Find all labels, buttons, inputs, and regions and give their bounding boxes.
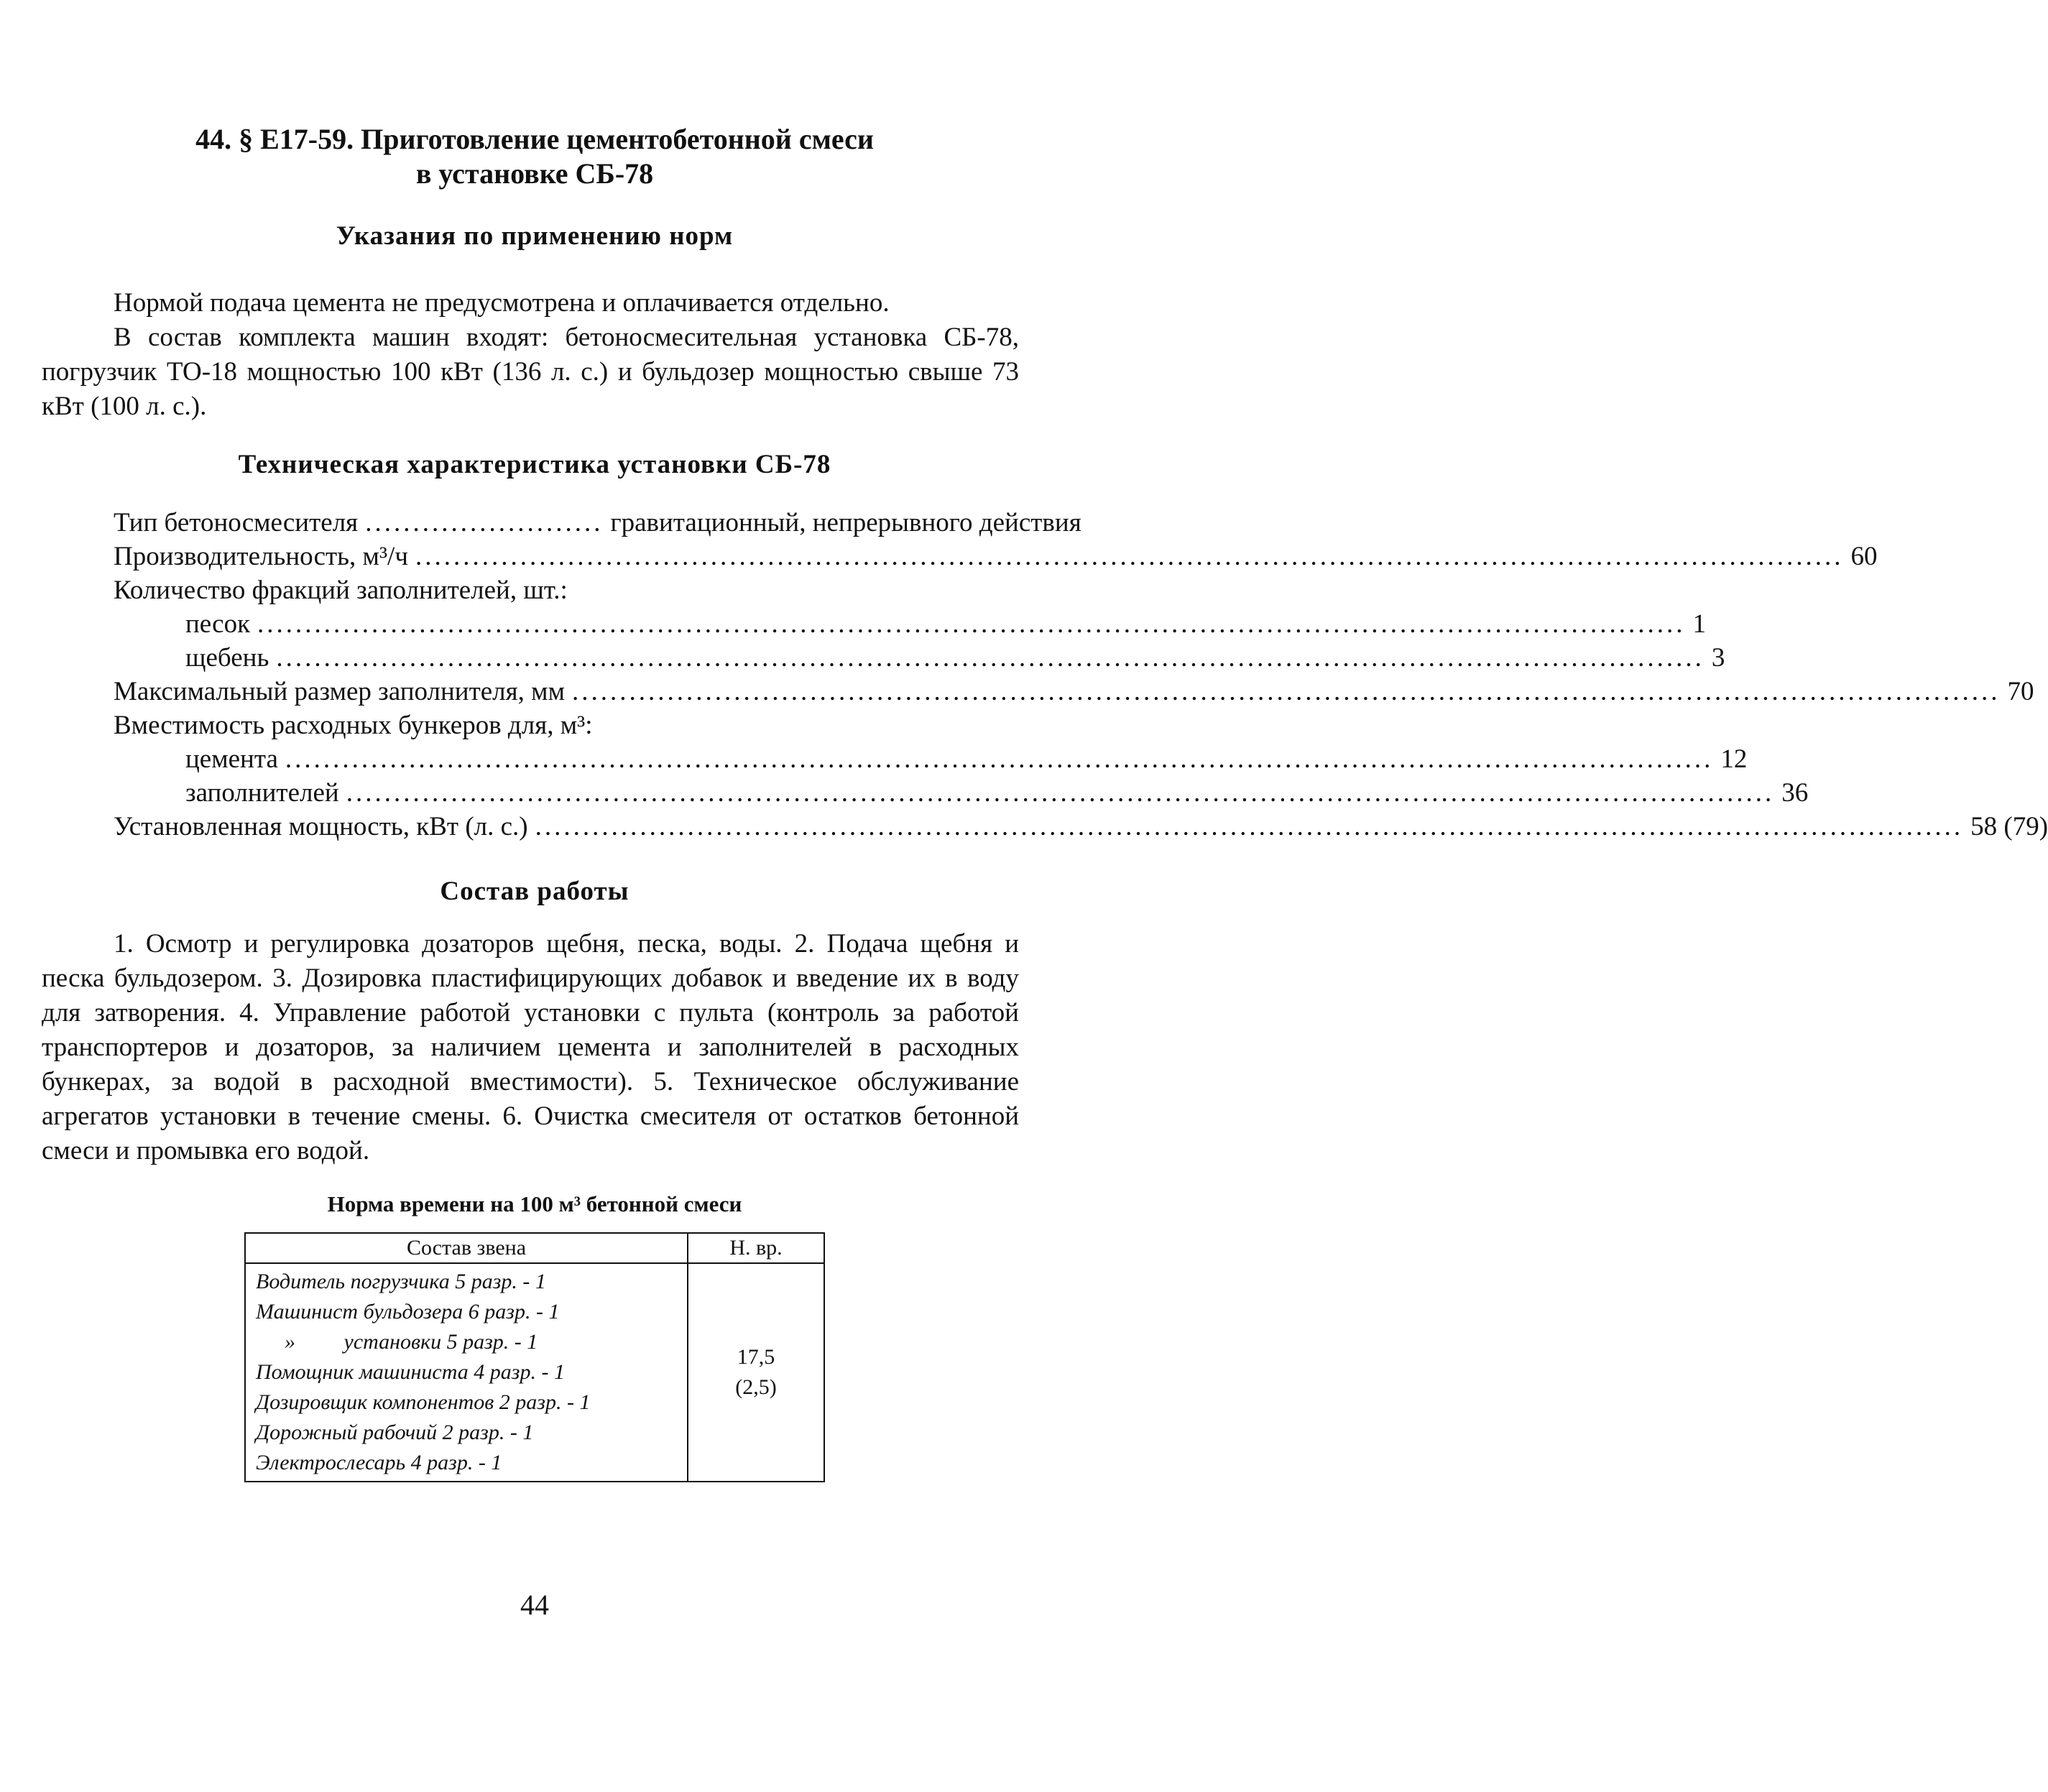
page-number: 44 xyxy=(520,1589,549,1621)
norm-table-header-row xyxy=(245,1233,824,1263)
norm-table xyxy=(244,1232,825,1482)
leader-dots: ...................................................................................................................................................... xyxy=(346,778,1775,808)
spec-label: цемента xyxy=(185,744,278,774)
spec-value: 70 xyxy=(2007,677,2034,706)
crew-member: Помощник машиниста 4 разр. - 1 xyxy=(256,1360,565,1384)
spec-label: заполнителей xyxy=(185,778,339,808)
spec-row-fractions xyxy=(114,574,1019,607)
work-composition-heading: Состав работы xyxy=(440,877,629,906)
leader-dots: ...................................................................................................................................................... xyxy=(415,542,1844,571)
leader-dots: ...................................................................................................................................................... xyxy=(535,812,1964,841)
spec-label: щебень xyxy=(185,643,269,673)
column-header-crew: Состав звена xyxy=(245,1233,688,1263)
norm-table-caption: Норма времени на 100 м³ бетонной смеси xyxy=(327,1191,742,1216)
leader-dots: ......................... xyxy=(365,508,604,537)
spec-row-cement xyxy=(185,743,1748,776)
spec-label: Производительность, м³/ч xyxy=(114,542,408,571)
spec-row-productivity xyxy=(114,540,1878,573)
crew-list-cell xyxy=(245,1263,688,1482)
leader-dots: ...................................................................................................................................................... xyxy=(572,677,2001,706)
norm-value-paren: (2,5) xyxy=(735,1375,777,1399)
leader-dots: ...................................................................................................................................................... xyxy=(257,609,1686,639)
spec-row-bunkers xyxy=(114,709,1019,742)
norm-value-cell xyxy=(688,1263,824,1482)
norm-table-row xyxy=(245,1263,824,1482)
crew-member: Электрослесарь 4 разр. - 1 xyxy=(256,1451,502,1474)
tech-spec-heading: Техническая характеристика установки СБ-78 xyxy=(238,450,831,479)
crew-member: Водитель погрузчика 5 разр. - 1 xyxy=(256,1270,546,1293)
spec-label: Максимальный размер заполнителя, мм xyxy=(114,677,565,706)
spec-label: песок xyxy=(185,609,251,639)
instructions-paragraph-1 xyxy=(42,286,1019,320)
column-header-norm: Н. вр. xyxy=(688,1233,824,1263)
crew-member: Дозировщик компонентов 2 разр. - 1 xyxy=(256,1390,591,1414)
spec-row-aggregates xyxy=(185,777,1809,810)
instructions-paragraph-2-text: В состав комплекта машин входят: бетоносмесительная установка СБ-78, погрузчик ТО-18 мощностью 100 кВт (136 л. с.) и бульдозер мощностью свыше 73 кВт (100 л. с.). xyxy=(42,323,1019,421)
spec-value: 1 xyxy=(1692,609,1707,639)
spec-row-power xyxy=(114,810,2048,844)
instructions-paragraph-2 xyxy=(42,320,1019,424)
leader-dots: ...................................................................................................................................................... xyxy=(285,744,1714,774)
spec-value: 12 xyxy=(1720,744,1748,774)
spec-value: гравитационный, непрерывного действия xyxy=(610,508,1081,537)
norm-value: 17,5 xyxy=(737,1345,775,1369)
work-composition-text: 1. Осмотр и регулировка дозаторов щебня, песка, воды. 2. Подача щебня и песка бульдозером. 3. Дозировка пластифицирующих добавок и введение их в воду для затворения. 4. Управление работой установки с пульта (контроль за работой транспортеров и дозаторов, за наличием цемента и заполнителей в расходных бункерах, за водой в расходной вместимости). 5. Техническое обслуживание агрегатов установки в течение смены. 6. Очистка смесителя от остатков бетонной смеси и промывка его водой. xyxy=(42,929,1019,1165)
spec-row-max-size xyxy=(114,675,2034,708)
crew-member: Машинист бульдозера 6 разр. - 1 xyxy=(256,1300,560,1324)
spec-value: 3 xyxy=(1711,643,1725,673)
section-title-line2: в установке СБ-78 xyxy=(415,157,654,190)
crew-member: » установки 5 разр. - 1 xyxy=(285,1330,538,1354)
spec-value: 36 xyxy=(1781,778,1809,808)
leader-dots: ...................................................................................................................................................... xyxy=(276,643,1705,673)
spec-label: Тип бетоносмесителя xyxy=(114,508,359,537)
spec-label: Вместимость расходных бункеров для, м³: xyxy=(114,711,593,740)
spec-row-gravel xyxy=(185,642,1725,675)
spec-label: Количество фракций заполнителей, шт.: xyxy=(114,576,568,605)
instructions-paragraph-1-text: Нормой подача цемента не предусмотрена и оплачивается отдельно. xyxy=(114,288,890,318)
spec-value: 58 (79) xyxy=(1970,812,2048,841)
section-title-line1: 44. § Е17-59. Приготовление цементобетонной смеси xyxy=(195,123,874,155)
spec-value: 60 xyxy=(1850,542,1878,571)
spec-row-sand xyxy=(185,608,1707,641)
work-composition-paragraph xyxy=(42,927,1019,1168)
spec-row-mixer-type xyxy=(114,507,1081,540)
crew-member: Дорожный рабочий 2 разр. - 1 xyxy=(256,1421,534,1444)
spec-label: Установленная мощность, кВт (л. с.) xyxy=(114,812,528,841)
instructions-heading: Указания по применению норм xyxy=(336,221,734,251)
